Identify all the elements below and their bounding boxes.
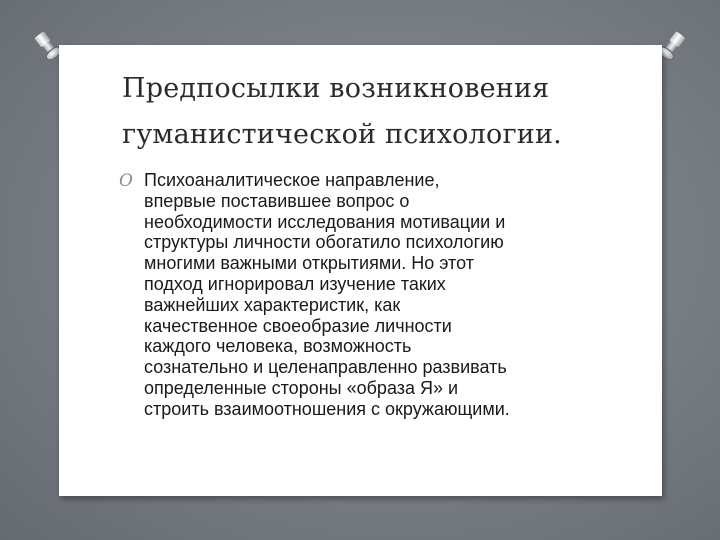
bullet-text: Психоаналитическое направление, впервые поставившее вопрос о необходимости исследования мотивации и структуры личности обогатило психологию многими важными открытиями. Но этот подход игнорировал изучение таких важнейших характеристик, как качественное своеобразие личности каждого человека, возможность сознательно и целенаправленно развивать определенные стороны «образа Я» и строить взаимоотношения с окружающими. <box>144 170 510 419</box>
slide-title-line-2: гуманистической психологии. <box>122 119 562 150</box>
slide-title <box>122 66 642 158</box>
bullet-marker-icon: O <box>119 171 133 191</box>
slide-title-line-1: Предпосылки возникновения <box>122 73 550 104</box>
